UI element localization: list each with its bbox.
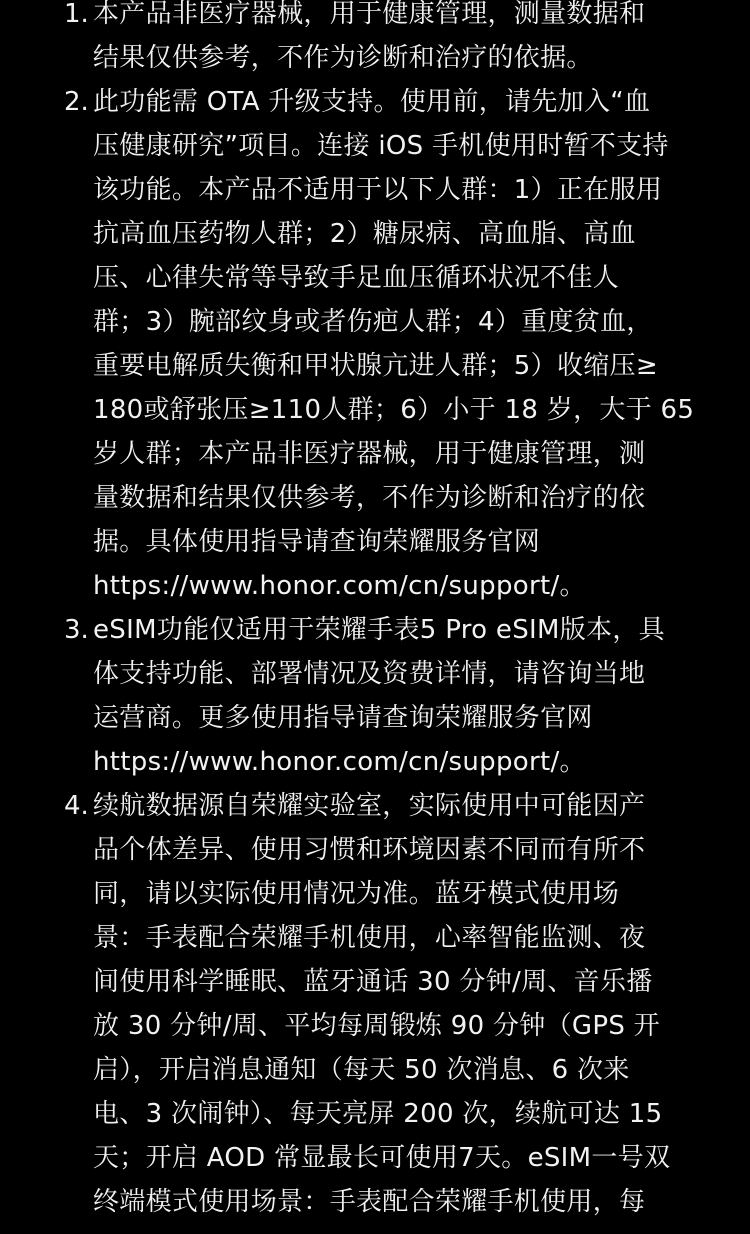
note-text: [93, 80, 750, 608]
note-line: 重要电解质失衡和甲状腺亢进人群；5）收缩压≥: [93, 351, 658, 381]
note-text: [93, 608, 750, 784]
note-line: 启），开启消息通知（每天 50 次消息、6 次来: [93, 1055, 630, 1085]
note-line: eSIM功能仅适用于荣耀手表5 Pro eSIM版本，具: [93, 615, 665, 645]
note-line: 电、3 次闹钟）、每天亮屏 200 次，续航可达 15: [93, 1099, 663, 1129]
note-item-4: [0, 784, 750, 1224]
note-line: 天；开启 AOD 常显最长可使用7天。eSIM一号双: [93, 1143, 671, 1173]
note-line: 抗高血压药物人群；2）糖尿病、高血脂、高血: [93, 219, 636, 249]
note-line: 据。具体使用指导请查询荣耀服务官网: [93, 527, 541, 557]
note-line: 180或舒张压≥110人群；6）小于 18 岁，大于 65: [93, 395, 695, 425]
note-item-2: [0, 80, 750, 608]
note-line: 续航数据源自荣耀实验室，实际使用中可能因产: [93, 791, 646, 821]
note-line: 体支持功能、部署情况及资费详情，请咨询当地: [93, 659, 646, 689]
note-line: 间使用科学睡眠、蓝牙通话 30 分钟/周、音乐播: [93, 967, 653, 997]
note-line: 此功能需 OTA 升级支持。使用前，请先加入“血: [93, 87, 651, 117]
note-line: 群；3）腕部纹身或者伤疤人群；4）重度贫血，: [93, 307, 653, 337]
support-link: https://www.honor.com/cn/support/。: [93, 571, 586, 601]
note-line: 量数据和结果仅供参考，不作为诊断和治疗的依: [93, 483, 646, 513]
note-text: [93, 0, 750, 80]
note-line: 本产品非医疗器械，用于健康管理，测量数据和: [93, 0, 646, 29]
note-number: 4.: [64, 791, 89, 821]
note-line: 该功能。本产品不适用于以下人群：1）正在服用: [93, 175, 663, 205]
note-number: 3.: [64, 615, 89, 645]
note-item-3: [0, 608, 750, 784]
note-item-1: [0, 0, 750, 80]
support-link: https://www.honor.com/cn/support/。: [93, 747, 586, 777]
note-text: [93, 784, 750, 1224]
note-line: 终端模式使用场景：手表配合荣耀手机使用，每: [93, 1187, 646, 1217]
note-number: 2.: [64, 87, 89, 117]
note-line: 岁人群；本产品非医疗器械，用于健康管理，测: [93, 439, 646, 469]
note-line: 运营商。更多使用指导请查询荣耀服务官网: [93, 703, 593, 733]
note-line: 压健康研究”项目。连接 iOS 手机使用时暂不支持: [93, 131, 669, 161]
note-line: 景：手表配合荣耀手机使用，心率智能监测、夜: [93, 923, 646, 953]
note-line: 压、心律失常等导致手足血压循环状况不佳人: [93, 263, 620, 293]
note-line: 品个体差异、使用习惯和环境因素不同而有所不: [93, 835, 646, 865]
note-line: 结果仅供参考，不作为诊断和治疗的依据。: [93, 43, 593, 73]
note-line: 同，请以实际使用情况为准。蓝牙模式使用场: [93, 879, 620, 909]
note-line: 放 30 分钟/周、平均每周锻炼 90 分钟（GPS 开: [93, 1011, 660, 1041]
note-number: 1.: [64, 0, 89, 29]
